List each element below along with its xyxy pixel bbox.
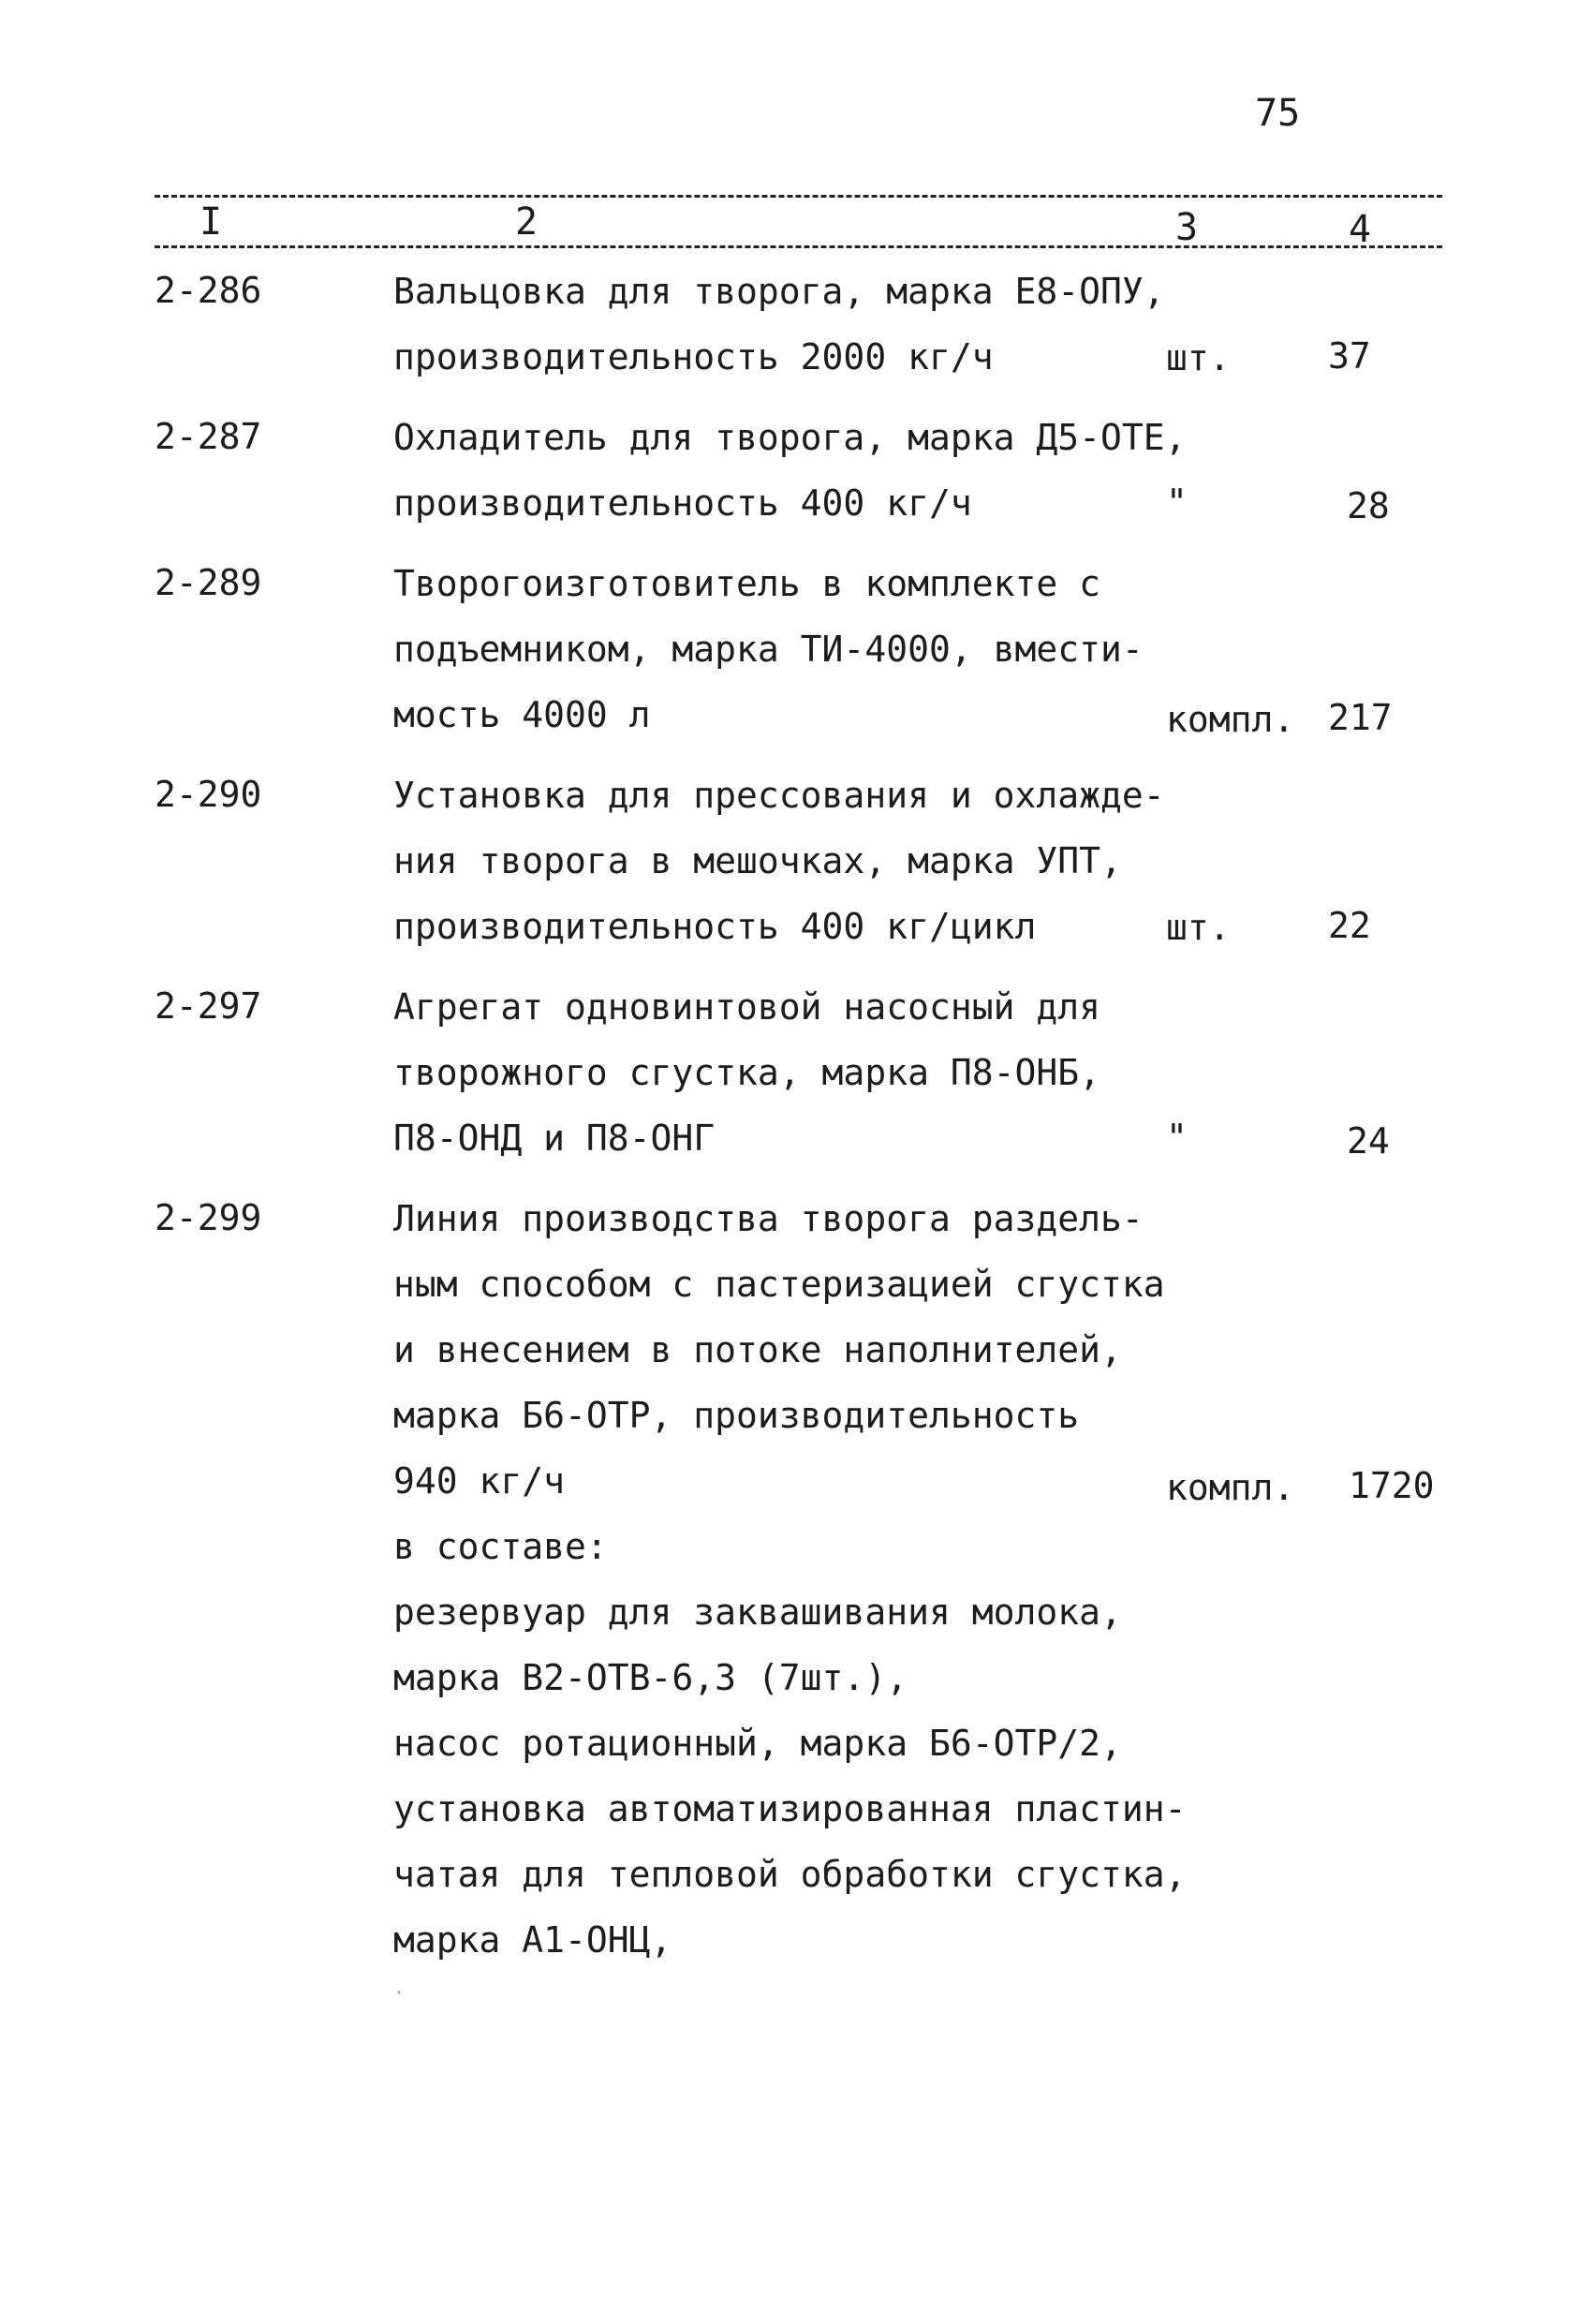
row-code: 2-297 bbox=[155, 985, 262, 1027]
column-header-3: 3 bbox=[1175, 206, 1199, 249]
description-line: Охладитель для творога, марка Д5-ОТЕ, bbox=[393, 417, 1187, 458]
row-unit: " bbox=[1166, 481, 1188, 523]
description-line: марка А1-ОНЦ, bbox=[393, 1919, 672, 1961]
row-quantity: 217 bbox=[1328, 697, 1393, 738]
row-unit: шт. bbox=[1166, 907, 1231, 948]
row-quantity: 28 bbox=[1347, 485, 1390, 526]
description-line: Установка для прессования и охлажде- bbox=[393, 775, 1165, 816]
description-line: резервуар для заквашивания молока, bbox=[393, 1591, 1122, 1633]
row-description bbox=[393, 416, 1187, 547]
row-description bbox=[393, 270, 1165, 401]
description-line: в составе: bbox=[393, 1526, 608, 1567]
column-header-2: 2 bbox=[515, 200, 539, 244]
description-line: творожного сгустка, марка П8-ОНБ, bbox=[393, 1052, 1100, 1093]
row-code: 2-287 bbox=[155, 416, 262, 457]
description-line: установка автоматизированная пластин- bbox=[393, 1788, 1187, 1829]
description-line: чатая для тепловой обработки сгустка, bbox=[393, 1854, 1187, 1895]
description-line: марка В2-ОТВ-6,3 (7шт.), bbox=[393, 1657, 908, 1698]
column-header-1: I bbox=[199, 200, 223, 244]
stray-mark: · bbox=[393, 1981, 406, 2004]
description-line: подъемником, марка ТИ-4000, вмести- bbox=[393, 629, 1144, 670]
row-quantity: 22 bbox=[1328, 905, 1371, 946]
description-line: производительность 400 кг/ч bbox=[393, 482, 972, 524]
description-line: и внесением в потоке наполнителей, bbox=[393, 1329, 1122, 1370]
row-unit: " bbox=[1166, 1117, 1188, 1158]
description-line: ния творога в мешочках, марка УПТ, bbox=[393, 840, 1122, 881]
row-description bbox=[393, 985, 1143, 1182]
row-code: 2-299 bbox=[155, 1197, 262, 1238]
description-line: Вальцовка для творога, марка Е8-ОПУ, bbox=[393, 271, 1165, 312]
description-line: Линия производства творога раздель- bbox=[393, 1198, 1144, 1239]
row-code: 2-289 bbox=[155, 562, 262, 603]
row-code: 2-286 bbox=[155, 270, 262, 311]
description-line: насос ротационный, марка Б6-ОТР/2, bbox=[393, 1723, 1122, 1764]
description-line: производительность 400 кг/цикл bbox=[393, 906, 1037, 947]
row-unit: шт. bbox=[1166, 337, 1231, 378]
row-description bbox=[393, 774, 1165, 970]
page-number: 75 bbox=[1255, 92, 1301, 135]
row-description bbox=[393, 562, 1143, 759]
description-line: Творогоизготовитель в комплекте с bbox=[393, 563, 1100, 604]
header-top-rule bbox=[155, 195, 1442, 198]
description-line: ным способом с пастеризацией сгустка bbox=[393, 1264, 1165, 1305]
row-unit: компл. bbox=[1166, 699, 1295, 740]
row-code: 2-290 bbox=[155, 774, 262, 815]
row-unit: компл. bbox=[1166, 1467, 1295, 1508]
row-description bbox=[393, 1197, 1187, 1984]
column-header-4: 4 bbox=[1349, 208, 1372, 251]
description-line: мость 4000 л bbox=[393, 694, 651, 735]
row-quantity: 37 bbox=[1328, 335, 1371, 377]
description-line: Агрегат одновинтовой насосный для bbox=[393, 986, 1100, 1028]
description-line: производительность 2000 кг/ч bbox=[393, 336, 994, 377]
description-line: 940 кг/ч bbox=[393, 1460, 566, 1502]
row-quantity: 1720 bbox=[1349, 1465, 1435, 1506]
description-line: П8-ОНД и П8-ОНГ bbox=[393, 1118, 716, 1159]
row-quantity: 24 bbox=[1347, 1120, 1390, 1162]
header-bottom-rule bbox=[155, 245, 1442, 248]
description-line: марка Б6-ОТР, производительность bbox=[393, 1395, 1080, 1436]
